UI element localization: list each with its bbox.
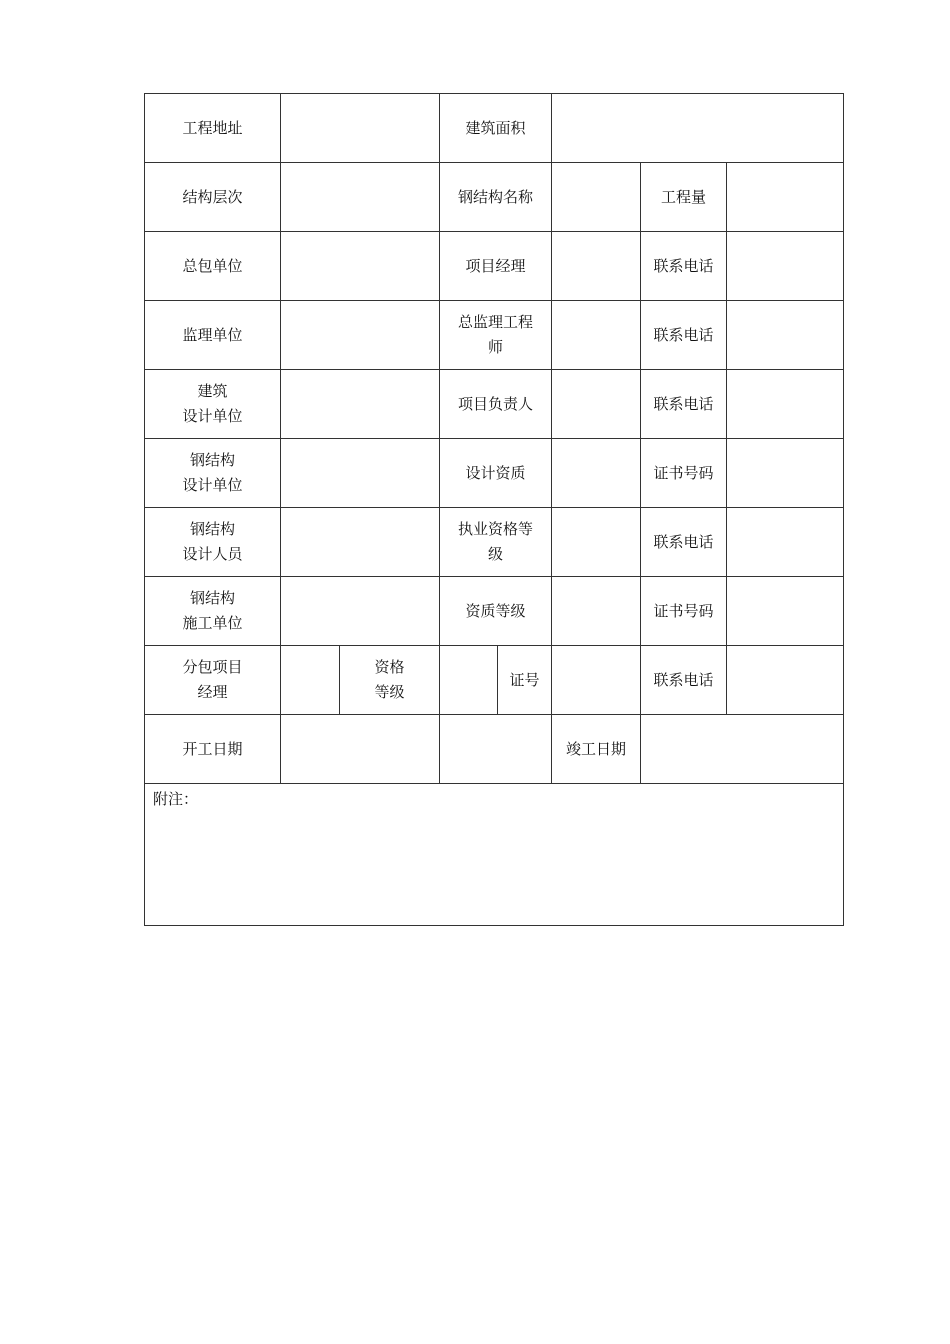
- field-completion-date[interactable]: [641, 715, 844, 784]
- label-contact-phone: 联系电话: [641, 370, 727, 439]
- field-project-lead[interactable]: [552, 370, 641, 439]
- field-quantity[interactable]: [727, 163, 844, 232]
- field-start-date-a[interactable]: [281, 715, 440, 784]
- field-contact-phone[interactable]: [727, 232, 844, 301]
- label-license-number: 证号: [498, 646, 552, 715]
- form-row-steel-designer: [145, 508, 844, 577]
- field-general-contractor[interactable]: [281, 232, 440, 301]
- label-steel-design-unit: 钢结构 设计单位: [145, 439, 281, 508]
- project-info-form: [144, 93, 844, 926]
- label-certificate-number: 证书号码: [641, 439, 727, 508]
- field-building-area[interactable]: [552, 94, 844, 163]
- label-sub-project-manager: 分包项目 经理: [145, 646, 281, 715]
- field-supervision-unit[interactable]: [281, 301, 440, 370]
- field-certificate-number[interactable]: [727, 577, 844, 646]
- form-row-general-contractor: [145, 232, 844, 301]
- label-supervision-unit: 监理单位: [145, 301, 281, 370]
- field-sub-project-manager[interactable]: [281, 646, 340, 715]
- field-certificate-number[interactable]: [727, 439, 844, 508]
- label-general-contractor: 总包单位: [145, 232, 281, 301]
- field-contact-phone[interactable]: [727, 301, 844, 370]
- form-row-steel-construction: [145, 577, 844, 646]
- form-row-supervision: [145, 301, 844, 370]
- field-contact-phone[interactable]: [727, 508, 844, 577]
- field-steel-designer[interactable]: [281, 508, 440, 577]
- label-start-date: 开工日期: [145, 715, 281, 784]
- label-project-manager: 项目经理: [440, 232, 552, 301]
- label-practice-qualification-level: 执业资格等 级: [440, 508, 552, 577]
- label-certificate-number: 证书号码: [641, 577, 727, 646]
- form-row-architectural-design: [145, 370, 844, 439]
- label-chief-supervisor: 总监理工程 师: [440, 301, 552, 370]
- field-practice-qualification-level[interactable]: [552, 508, 641, 577]
- field-project-manager[interactable]: [552, 232, 641, 301]
- label-quantity: 工程量: [641, 163, 727, 232]
- form-row-structure: [145, 163, 844, 232]
- field-contact-phone[interactable]: [727, 370, 844, 439]
- label-architectural-design-unit: 建筑 设计单位: [145, 370, 281, 439]
- form-row-sub-manager: [145, 646, 844, 715]
- label-contact-phone: 联系电话: [641, 646, 727, 715]
- field-chief-supervisor[interactable]: [552, 301, 641, 370]
- label-contact-phone: 联系电话: [641, 232, 727, 301]
- field-design-qualification[interactable]: [552, 439, 641, 508]
- label-contact-phone: 联系电话: [641, 508, 727, 577]
- label-design-qualification: 设计资质: [440, 439, 552, 508]
- label-steel-construction-unit: 钢结构 施工单位: [145, 577, 281, 646]
- form-row-steel-design: [145, 439, 844, 508]
- label-steel-designer: 钢结构 设计人员: [145, 508, 281, 577]
- notes-field[interactable]: 附注：: [145, 784, 844, 926]
- form-row-address: [145, 94, 844, 163]
- label-completion-date: 竣工日期: [552, 715, 641, 784]
- field-steel-construction-unit[interactable]: [281, 577, 440, 646]
- label-contact-phone: 联系电话: [641, 301, 727, 370]
- label-qualification-level: 资质等级: [440, 577, 552, 646]
- label-steel-structure-name: 钢结构名称: [440, 163, 552, 232]
- field-project-address[interactable]: [281, 94, 440, 163]
- label-project-lead: 项目负责人: [440, 370, 552, 439]
- field-qualification-grade[interactable]: [440, 646, 498, 715]
- field-steel-structure-name[interactable]: [552, 163, 641, 232]
- label-project-address: 工程地址: [145, 94, 281, 163]
- label-qualification-grade: 资格 等级: [340, 646, 440, 715]
- field-contact-phone[interactable]: [727, 646, 844, 715]
- label-building-area: 建筑面积: [440, 94, 552, 163]
- field-license-number[interactable]: [552, 646, 641, 715]
- field-structure-levels[interactable]: [281, 163, 440, 232]
- field-steel-design-unit[interactable]: [281, 439, 440, 508]
- field-architectural-design-unit[interactable]: [281, 370, 440, 439]
- form-row-dates: [145, 715, 844, 784]
- field-qualification-level[interactable]: [552, 577, 641, 646]
- form-row-notes: [145, 784, 844, 926]
- label-structure-levels: 结构层次: [145, 163, 281, 232]
- field-start-date-b[interactable]: [440, 715, 552, 784]
